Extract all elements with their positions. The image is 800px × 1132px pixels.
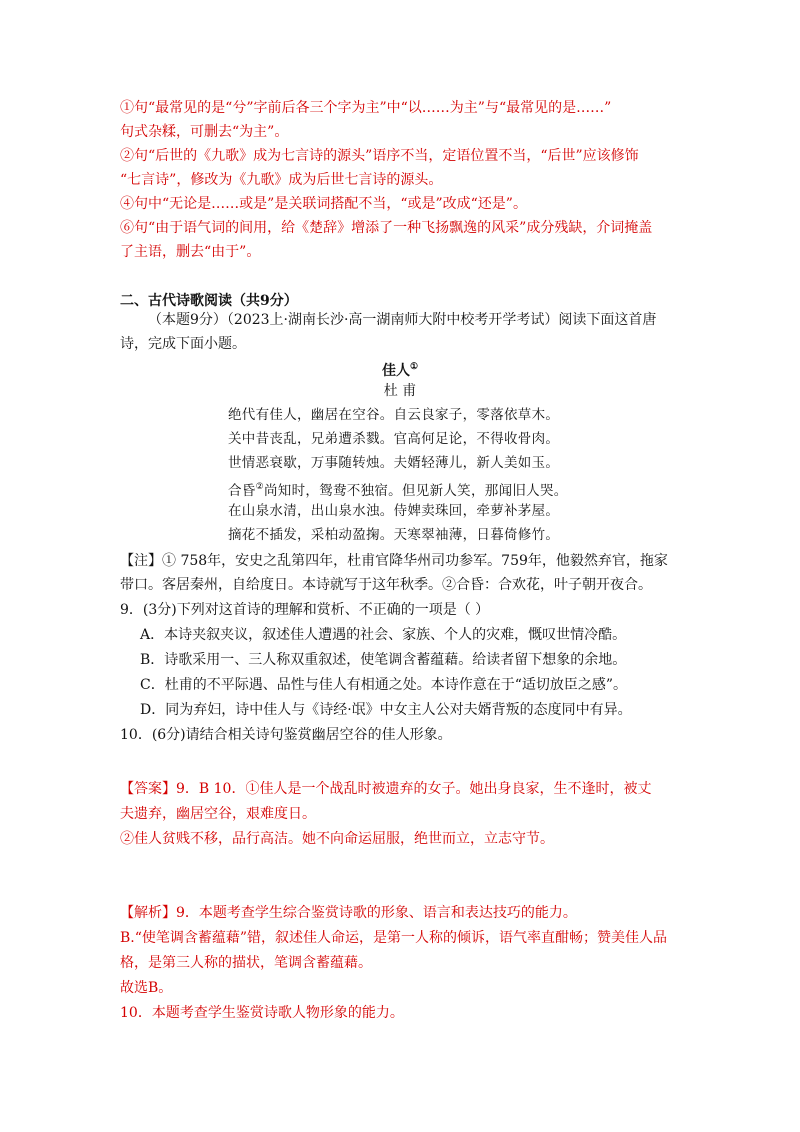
answer-line-2: 夫遗弃，幽居空谷，艰难度日。 <box>120 806 316 822</box>
section-intro-line-2: 诗，完成下面小题。 <box>120 336 246 352</box>
poem-line-5: 在山泉水清，出山泉水浊。侍婢卖珠回，牵萝补茅屋。 <box>228 503 560 519</box>
question-10-stem: 10．(6分)请结合相关诗句鉴赏幽居空谷的佳人形象。 <box>120 727 452 743</box>
poem-line-4-text: 尚知时，鸳鸯不独宿。但见新人笑，那闻旧人哭。 <box>263 483 568 499</box>
analysis-line-1: 【解析】9．本题考查学生综合鉴赏诗歌的形象、语言和表达技巧的能力。 <box>120 905 577 921</box>
top-analysis-line-1: ①句“最常见的是“兮”字前后各三个字为主”中“以……为主”与“最常见的是……” <box>120 100 612 116</box>
question-9-option-a: A．本诗夹叙夹议，叙述佳人遭遇的社会、家族、个人的灾难，慨叹世情冷酷。 <box>140 627 627 643</box>
poem-author: 杜 甫 <box>383 383 417 399</box>
top-analysis-line-5: ④句中“无论是……或是”是关联词搭配不当，“或是”改成“还是”。 <box>120 196 527 212</box>
poem-line-3: 世情恶衰歇，万事随转烛。夫婿轻薄儿，新人美如玉。 <box>228 455 560 471</box>
analysis-line-5: 10．本题考查学生鉴赏诗歌人物形象的能力。 <box>120 1005 404 1021</box>
poem-title-text: 佳人 <box>381 363 410 379</box>
poem-title-note-marker: ① <box>409 362 419 372</box>
poem-line-2: 关中昔丧乱，兄弟遭杀戮。官高何足论，不得收骨肉。 <box>228 431 560 447</box>
question-9-stem: 9．(3分)下列对这首诗的理解和赏析、不正确的一项是（ ） <box>120 602 490 618</box>
top-analysis-line-2: 句式杂糅，可删去“为主”。 <box>120 124 289 140</box>
answer-line-3: ②佳人贫贱不移，品行高洁。她不向命运屈服，绝世而立，立志守节。 <box>120 831 554 847</box>
note-line-1: 【注】① 758年，安史之乱第四年，杜甫官降华州司功参军。759年，他毅然弃官，拖家 <box>120 553 668 569</box>
poem-line-6: 摘花不插发，采柏动盈掬。天寒翠袖薄，日暮倚修竹。 <box>228 527 560 543</box>
section-title: 二、古代诗歌阅读（共9分） <box>120 293 298 309</box>
analysis-line-2: B.“使笔调含蓄蕴藉”错，叙述佳人命运，是第一人称的倾诉，语气率直酣畅；赞美佳人品 <box>120 930 668 946</box>
analysis-line-3: 格，是第三人称的描状，笔调含蓄蕴藉。 <box>120 955 372 971</box>
poem-line-4-note-marker: ② <box>255 482 264 492</box>
question-9-option-d: D．同为弃妇，诗中佳人与《诗经·氓》中女主人公对夫婿背叛的态度同中有异。 <box>140 702 632 718</box>
top-analysis-line-7: 了主语，删去“由于”。 <box>120 244 261 260</box>
poem-line-4 <box>228 477 568 501</box>
top-analysis-line-4: “七言诗”，修改为《九歌》成为后世七言诗的源头。 <box>120 172 443 188</box>
poem-line-4-prefix: 合昏 <box>228 483 256 499</box>
answer-line-1: 【答案】9．B 10．①佳人是一个战乱时被遗弃的女子。她出身良家，生不逢时，被丈 <box>120 781 652 797</box>
question-9-option-b: B．诗歌采用一、三人称双重叙述，使笔调含蓄蕴藉。给读者留下想象的余地。 <box>140 652 627 668</box>
top-analysis-line-3: ②句“后世的《九歌》成为七言诗的源头”语序不当，定语位置不当，“后世”应该修饰 <box>120 148 639 164</box>
section-intro-line-1: （本题9分）（2023上·湖南长沙·高一湖南师大附中校考开学考试）阅读下面这首唐 <box>148 312 657 328</box>
poem-line-1: 绝代有佳人，幽居在空谷。自云良家子，零落依草木。 <box>228 407 560 423</box>
note-line-2: 带口。客居秦州，自给度日。本诗就写于这年秋季。②合昏：合欢花，叶子朝开夜合。 <box>120 577 652 593</box>
top-analysis-line-6: ⑥句“由于语气词的间用，给《楚辞》增添了一种飞扬飘逸的风采”成分残缺，介词掩盖 <box>120 220 653 236</box>
analysis-line-4: 故选B。 <box>120 980 173 996</box>
poem-title <box>0 357 800 381</box>
question-9-option-c: C．杜甫的不平际遇、品性与佳人有相通之处。本诗作意在于“适切放臣之感”。 <box>140 677 628 693</box>
